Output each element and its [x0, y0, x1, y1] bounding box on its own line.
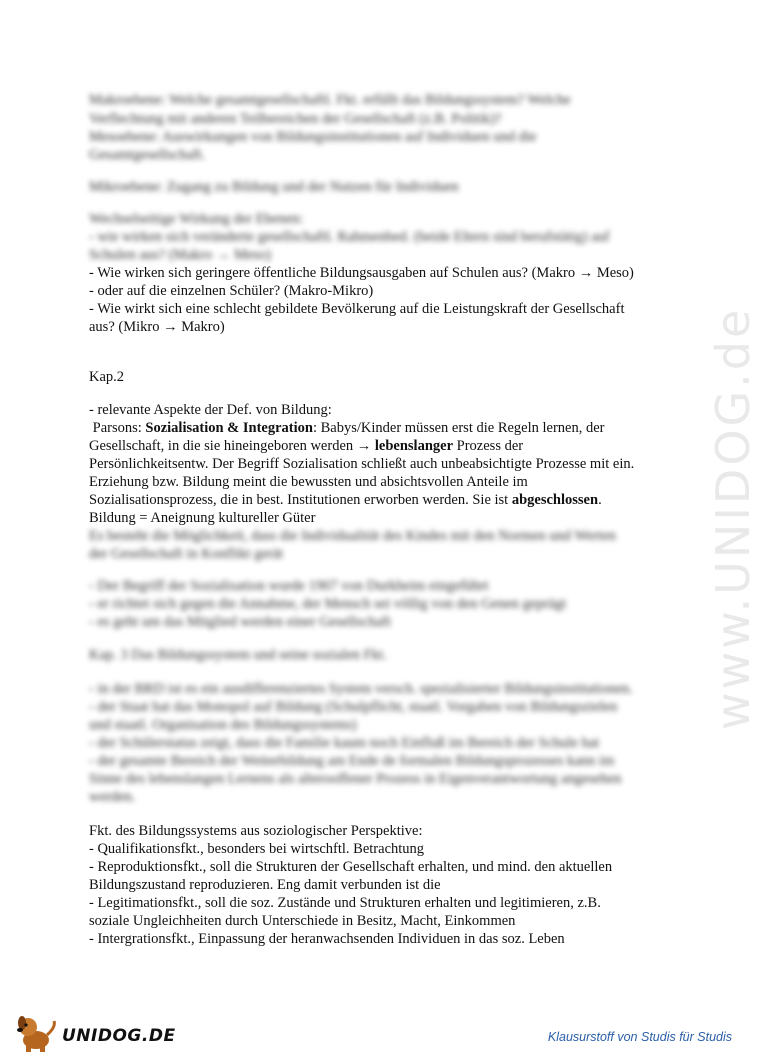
blurred-line: Mesoebene: Auswirkungen von Bildungsinstitutionen auf Individuen und die — [89, 129, 537, 145]
text-line: Persönlichkeitsentw. Der Begriff Sozialisation schließt auch unbeabsichtigte Prozesse mit ein. — [89, 456, 635, 472]
blurred-line: Schulen aus? (Makro → Meso) — [89, 247, 272, 263]
text-line — [89, 437, 523, 455]
text-line: Bildung = Aneignung kultureller Güter — [89, 510, 316, 526]
text-line — [89, 419, 605, 437]
blurred-line: - wie wirken sich veränderte gesellschaftl. Rahmenbed. (beide Eltern sind berufstätig) auf — [89, 229, 610, 245]
blurred-line: der Gesellschaft in Konflikt gerät — [89, 546, 284, 562]
text-line — [89, 491, 602, 509]
blurred-line: - der gesamte Bereich der Weiterbildung am Ende de formalen Bildungsprozesses kann im — [89, 753, 615, 769]
blurred-line: Sinne des lebenslangen Lernens als alterooffener Prozess in Eigenverantwortung angesehen — [89, 771, 622, 787]
text-span: Parsons: — [89, 420, 146, 436]
blurred-line: Verflechtung mit anderen Teilbereichen der Gesellschaft (z.B. Politik)? — [89, 111, 502, 127]
text-line: - Wie wirken sich geringere öffentliche Bildungsausgaben auf Schulen aus? (Makro → Meso) — [89, 265, 634, 281]
bold-term: Sozialisation & Integration — [145, 420, 313, 436]
text-line: - relevante Aspekte der Def. von Bildung: — [89, 402, 332, 418]
section-heading: Kap.2 — [89, 369, 125, 385]
text-line: - Reproduktionsfkt., soll die Strukturen der Gesellschaft erhalten, und mind. den aktuellen — [89, 859, 613, 875]
bold-term: abgeschlossen — [511, 492, 599, 508]
text-line: - Wie wirkt sich eine schlecht gebildete Bevölkerung auf die Leistungskraft der Gesellschaft — [89, 301, 625, 317]
text-line: aus? (Mikro → Makro) — [89, 319, 225, 335]
blurred-line: werden. — [89, 789, 136, 805]
text-span: Prozess der — [453, 438, 524, 454]
text-line: - Qualifikationsfkt., besonders bei wirtschftl. Betrachtung — [89, 841, 425, 857]
dog-icon — [14, 1013, 58, 1053]
blurred-line: Mikroebene: Zugang zu Bildung und der Nutzen für Individuen — [89, 179, 459, 195]
blurred-line: Makroebene: Welche gesamtgesellschaftl. Fkt. erfüllt das Bildungssystem? Welche — [89, 92, 571, 108]
blurred-line: - es geht um das Mitglied werden einer Gesellschaft — [89, 614, 391, 630]
text-line: - Legitimationsfkt., soll die soz. Zustände und Strukturen erhalten und legitimieren, z.B. — [89, 895, 601, 911]
text-line: - oder auf die einzelnen Schüler? (Makro-Mikro) — [89, 283, 374, 299]
blurred-line: - in der BRD ist es ein ausdifferenziertes System versch. spezialisierter Bildungsinstitutionen. — [89, 681, 633, 697]
blurred-line: Wechselseitige Wirkung der Ebenen: — [89, 211, 304, 227]
text-line: Erziehung bzw. Bildung meint die bewussten und absichtsvollen Anteile im — [89, 474, 528, 490]
unidog-logo[interactable] — [14, 1013, 176, 1053]
text-span: Sozialisationsprozess, die in best. Institutionen erworben werden. Sie ist — [89, 492, 512, 508]
text-span: : Babys/Kinder müssen erst die Regeln lernen, der — [312, 420, 605, 436]
blurred-line: - der Staat hat das Monopol auf Bildung (Schulpflicht, staatl. Vorgaben von Bildungszielen — [89, 699, 618, 715]
text-line: Bildungszustand reproduzieren. Eng damit verbunden ist die — [89, 877, 441, 893]
text-line: Fkt. des Bildungssystems aus soziologischer Perspektive: — [89, 823, 423, 839]
text-span: . — [598, 492, 602, 508]
blurred-line: Gesamtgesellschaft. — [89, 147, 206, 163]
blurred-line: Es besteht die Möglichkeit, dass die Individualität des Kindes mit den Normen und Werten — [89, 528, 616, 544]
text-span: Gesellschaft, in die sie hineingeboren werden → — [89, 438, 375, 454]
blurred-line: - er richtet sich gegen die Annahme, der Mensch sei völlig von den Genen geprägt — [89, 596, 567, 612]
blurred-line: und staatl. Organisation des Bildungssystems) — [89, 717, 357, 733]
blurred-line: - der Schülerstatus zeigt, dass die Familie kaum noch Einfluß im Bereich der Schule hat — [89, 735, 600, 751]
text-line: - Intergrationsfkt., Einpassung der heranwachsenden Individuen in das soz. Leben — [89, 931, 565, 947]
blurred-line: - Der Begriff der Sozialisation wurde 1907 von Durkheim eingeführt — [89, 578, 489, 594]
blurred-line: Kap. 3 Das Bildungssystem und seine sozialen Fkt. — [89, 647, 387, 663]
bold-term: lebenslanger — [374, 438, 454, 454]
footer-tagline: Klausurstoff von Studis für Studis — [547, 1030, 732, 1044]
text-line: soziale Ungleichheiten durch Unterschiede in Besitz, Macht, Einkommen — [89, 913, 516, 929]
watermark: www.UNIDOG.de — [706, 306, 760, 730]
logo-text: UNIDOG.DE — [62, 1026, 176, 1046]
